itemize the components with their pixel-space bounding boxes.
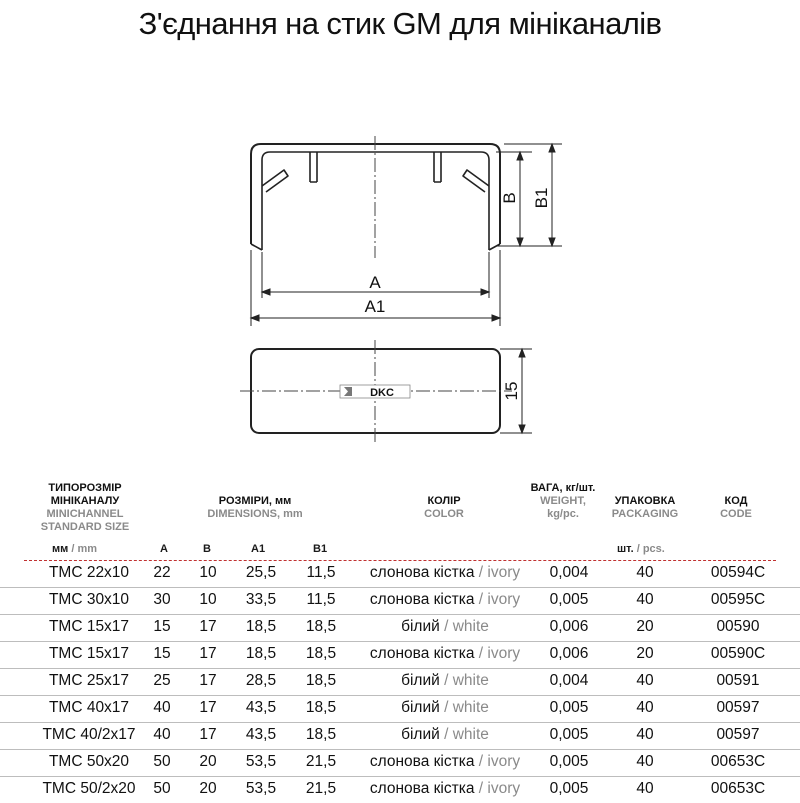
cell-code: 00653C xyxy=(710,780,766,797)
cell-packaging: 40 xyxy=(636,591,654,608)
table-row xyxy=(0,669,800,696)
cell-b1: 18,5 xyxy=(305,726,337,743)
cell-weight: 0,004 xyxy=(549,564,589,581)
cell-size: TMC 40/2x17 xyxy=(42,726,136,743)
cell-a: 50 xyxy=(153,780,171,797)
label-a1: A1 xyxy=(364,297,386,316)
cell-weight: 0,005 xyxy=(549,699,589,716)
cell-b1: 18,5 xyxy=(305,672,337,689)
page-title: З'єднання на стик GM для мініканалів xyxy=(138,6,662,41)
cell-color: слонова кістка / ivory xyxy=(369,591,521,608)
cell-code: 00590 xyxy=(716,618,760,635)
table-row xyxy=(0,615,800,642)
cell-size: TMC 50x20 xyxy=(48,753,130,770)
label-b1: B1 xyxy=(532,187,551,209)
cell-b1: 18,5 xyxy=(305,699,337,716)
cell-a: 30 xyxy=(153,591,171,608)
cell-packaging: 40 xyxy=(636,699,654,716)
cell-b: 10 xyxy=(199,564,217,581)
cell-a1: 43,5 xyxy=(245,726,277,743)
table-row xyxy=(0,723,800,750)
cell-a1: 33,5 xyxy=(245,591,277,608)
table-row xyxy=(0,777,800,803)
cell-b: 17 xyxy=(199,699,217,716)
cell-a1: 53,5 xyxy=(245,780,277,797)
header-packaging: УПАКОВКА PACKAGING xyxy=(611,495,679,520)
unit-a: A xyxy=(160,543,168,555)
cell-size: TMC 25x17 xyxy=(48,672,130,689)
cell-b1: 18,5 xyxy=(305,618,337,635)
label-a: A xyxy=(369,273,381,292)
dkc-logo-icon xyxy=(340,385,410,399)
cell-b: 17 xyxy=(199,618,217,635)
table-row xyxy=(0,588,800,615)
cell-b: 20 xyxy=(199,780,217,797)
cell-color: білий / white xyxy=(401,618,489,635)
cell-b: 20 xyxy=(199,753,217,770)
cell-weight: 0,004 xyxy=(549,672,589,689)
header-code: КОД CODE xyxy=(720,495,752,520)
cell-weight: 0,005 xyxy=(549,726,589,743)
cell-b: 17 xyxy=(199,645,217,662)
cell-b: 10 xyxy=(199,591,217,608)
cell-a: 25 xyxy=(153,672,171,689)
cell-color: білий / white xyxy=(401,699,489,716)
cell-a: 22 xyxy=(153,564,171,581)
cell-a1: 43,5 xyxy=(245,699,277,716)
cell-weight: 0,005 xyxy=(549,780,589,797)
cell-color: білий / white xyxy=(401,672,489,689)
cell-a: 50 xyxy=(153,753,171,770)
cell-b1: 21,5 xyxy=(305,780,337,797)
cell-b1: 18,5 xyxy=(305,645,337,662)
cell-weight: 0,005 xyxy=(549,753,589,770)
cell-color: слонова кістка / ivory xyxy=(369,564,521,581)
cell-a: 15 xyxy=(153,618,171,635)
cell-b1: 11,5 xyxy=(306,591,336,608)
cell-code: 00591 xyxy=(716,672,760,689)
header-color: КОЛІР COLOR xyxy=(424,495,464,520)
cell-b1: 11,5 xyxy=(306,564,336,581)
unit-a1: A1 xyxy=(251,543,266,555)
table-row xyxy=(0,696,800,723)
cell-size: TMC 15x17 xyxy=(48,645,130,662)
cell-a: 40 xyxy=(153,726,171,743)
cell-weight: 0,005 xyxy=(549,591,589,608)
table-row xyxy=(0,642,800,669)
cell-b1: 21,5 xyxy=(305,753,337,770)
cell-size: TMC 40x17 xyxy=(48,699,130,716)
cell-packaging: 40 xyxy=(636,780,654,797)
cell-color: білий / white xyxy=(401,726,489,743)
cell-a1: 25,5 xyxy=(245,564,277,581)
logo-text: DKC xyxy=(370,387,394,399)
cell-code: 00597 xyxy=(716,699,760,716)
cell-weight: 0,006 xyxy=(549,645,589,662)
header-dimensions: РОЗМІРИ, мм DIMENSIONS, mm xyxy=(207,495,303,520)
table-row xyxy=(0,750,800,777)
header-size: ТИПОРОЗМІР МІНІКАНАЛУ MINICHANNEL STANDARD SIZE xyxy=(40,482,130,533)
cell-size: TMC 30x10 xyxy=(48,591,130,608)
cell-packaging: 40 xyxy=(636,726,654,743)
cell-a1: 18,5 xyxy=(245,618,277,635)
unit-size: мм / mm xyxy=(52,543,98,555)
cell-size: TMC 50/2x20 xyxy=(42,780,136,797)
cell-packaging: 40 xyxy=(636,672,654,689)
cell-code: 00653C xyxy=(710,753,766,770)
cell-color: слонова кістка / ivory xyxy=(369,645,521,662)
table-row xyxy=(0,561,800,588)
cell-color: слонова кістка / ivory xyxy=(369,753,521,770)
cell-b: 17 xyxy=(199,672,217,689)
unit-packaging: шт. / pcs. xyxy=(617,543,665,555)
table-body xyxy=(0,561,800,803)
cell-weight: 0,006 xyxy=(549,618,589,635)
cell-packaging: 40 xyxy=(636,564,654,581)
cell-b: 17 xyxy=(199,726,217,743)
cell-a1: 28,5 xyxy=(245,672,277,689)
cell-packaging: 20 xyxy=(636,645,654,662)
unit-b: B xyxy=(203,543,211,555)
cell-size: TMC 15x17 xyxy=(48,618,130,635)
cell-color: слонова кістка / ivory xyxy=(369,780,521,797)
unit-b1: B1 xyxy=(313,543,328,555)
cell-a: 15 xyxy=(153,645,171,662)
header-weight: ВАГА, кг/шт. WEIGHT, kg/pc. xyxy=(530,482,596,520)
cell-packaging: 40 xyxy=(636,753,654,770)
cell-size: TMC 22x10 xyxy=(48,564,130,581)
table-header xyxy=(0,476,800,564)
cell-code: 00597 xyxy=(716,726,760,743)
cell-a1: 18,5 xyxy=(245,645,277,662)
cell-code: 00595C xyxy=(710,591,766,608)
cell-code: 00594C xyxy=(710,564,766,581)
cell-code: 00590C xyxy=(710,645,766,662)
label-height: 15 xyxy=(502,381,521,401)
cell-packaging: 20 xyxy=(636,618,654,635)
label-b: B xyxy=(500,192,519,204)
cell-a1: 53,5 xyxy=(245,753,277,770)
cell-a: 40 xyxy=(153,699,171,716)
